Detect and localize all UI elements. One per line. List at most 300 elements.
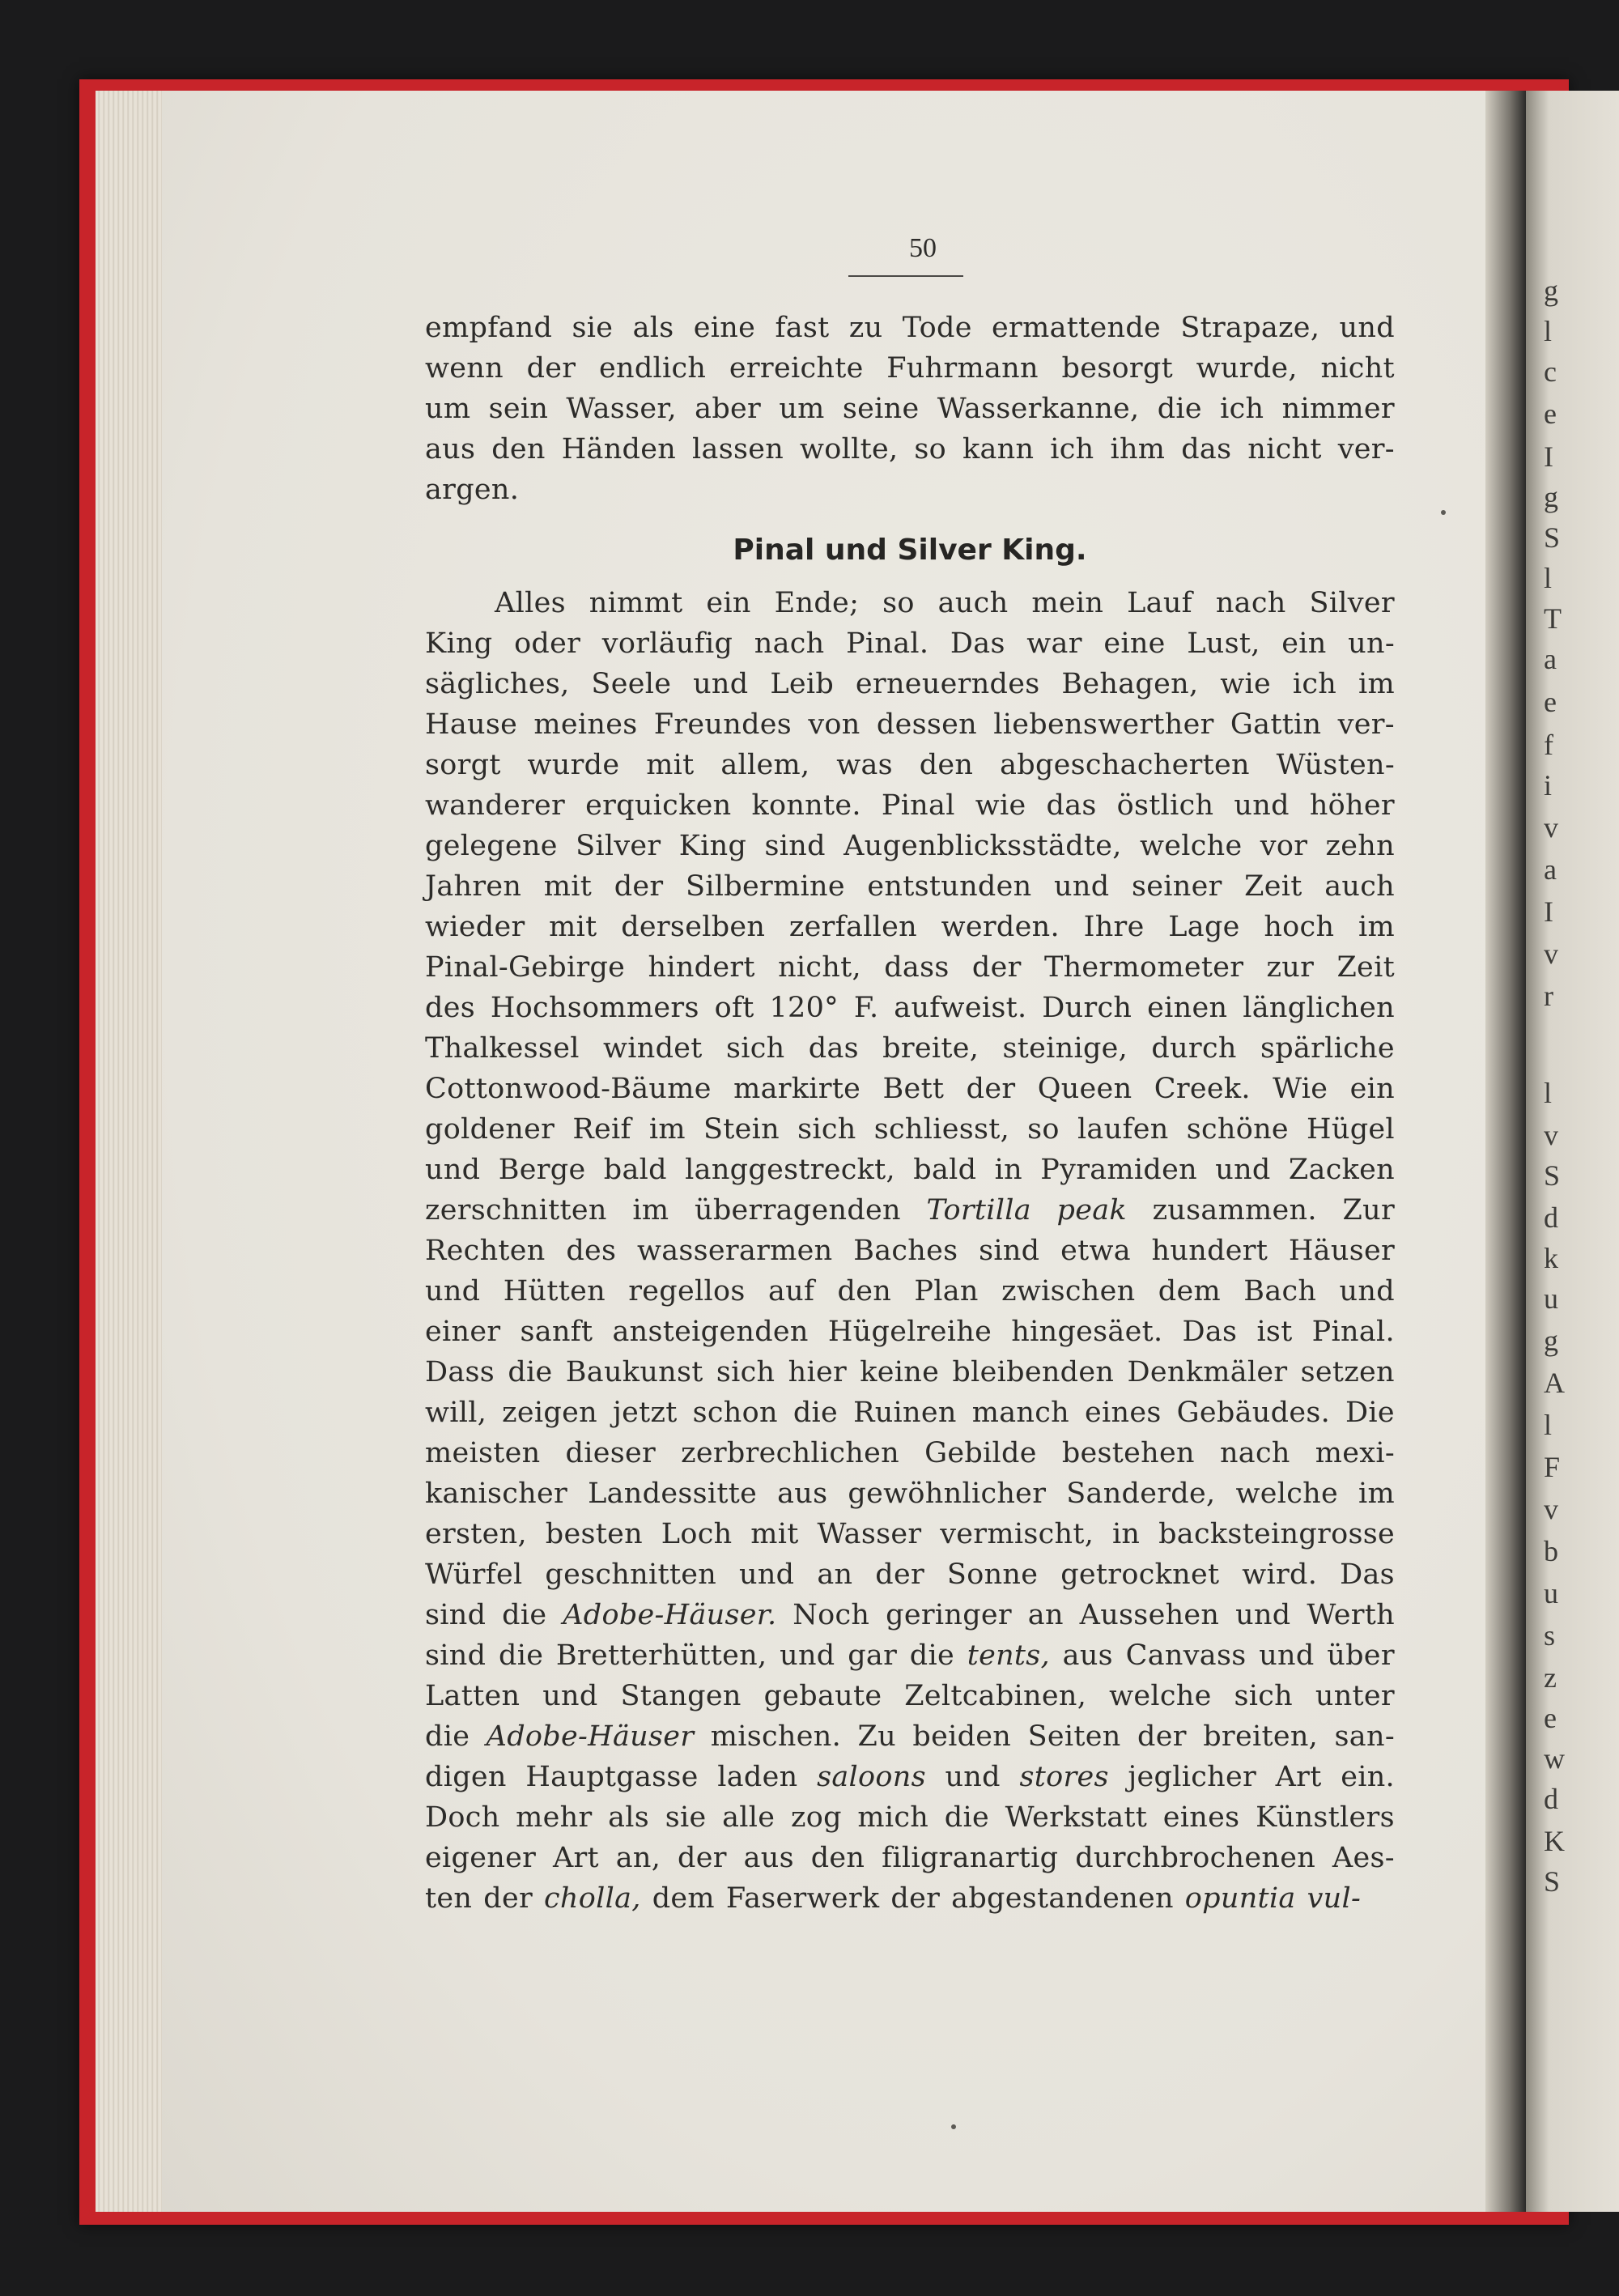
word: tents, [967,1639,1050,1672]
word: erreichte [729,352,864,385]
next-page-char: l [1544,1409,1553,1441]
word: Silver [1309,587,1395,619]
text-line [425,1635,1395,1676]
word: getrocknet [1060,1558,1220,1591]
next-page-char: g [1544,481,1558,513]
word: sich [797,1113,856,1146]
word: zwischen [1001,1275,1136,1307]
next-page-char: v [1544,1119,1558,1151]
next-page-edge [1526,91,1619,2212]
word: regellos [628,1275,746,1307]
text-line [425,1797,1395,1838]
word: Das [1182,1316,1238,1348]
next-page-char: s [1544,1619,1556,1652]
word: die [944,1801,990,1834]
word: laufen [1077,1113,1169,1146]
word: Ruinen [853,1397,957,1429]
word: erneuerndes [855,668,1040,700]
word: Gattin [1230,708,1322,741]
word: östlich [1116,789,1214,822]
word: schöne [1186,1113,1289,1146]
word: Noch [793,1599,870,1631]
word: Die [1345,1397,1395,1429]
word: abgeschacherten [1000,749,1250,781]
word: setzen [1300,1356,1395,1388]
word: F. [853,992,879,1024]
text-line [425,1757,1395,1797]
word: bald [913,1154,977,1186]
word: bestehen [1061,1437,1195,1469]
word: sein [488,393,549,425]
word: im [1358,911,1395,943]
word: zerschnitten [425,1194,607,1227]
word: Adobe-Häuser [486,1720,695,1753]
word: beiden [912,1720,1012,1753]
word: und [1235,1599,1291,1631]
word: überragenden [694,1194,901,1227]
word: Baches [853,1235,958,1267]
word: durchbrochenen [1075,1842,1316,1874]
word: durch [1151,1032,1237,1065]
next-page-char: f [1544,729,1553,761]
word: um [779,393,825,425]
word: so [914,433,947,466]
word: ersten, [425,1518,527,1550]
word: ist [1256,1316,1293,1348]
word: vul- [1307,1882,1362,1915]
paper-speck [1441,510,1446,515]
word: aus [1062,1639,1113,1672]
word: und [693,668,749,700]
word: Lauf [1127,587,1192,619]
next-page-char: S [1544,1159,1561,1192]
next-page-char: v [1544,1493,1558,1525]
text-line [425,745,1395,785]
next-page-char: g [1544,1324,1558,1357]
word: kann [962,433,1035,466]
word: Thalkessel [425,1032,580,1065]
next-page-char: F [1544,1451,1561,1483]
word: wanderer [425,789,566,822]
word: Pyramiden [1040,1154,1197,1186]
word: ansteigenden [612,1316,809,1348]
word: Lage [1168,911,1240,943]
word: Hügel [1307,1113,1395,1146]
word: Werth [1307,1599,1395,1631]
word: bald [603,1154,667,1186]
text-line [425,907,1395,947]
next-page-char: v [1544,811,1558,844]
word: Ihre [1083,911,1145,943]
word: Werkstatt [1005,1801,1148,1834]
word: Zur [1342,1194,1395,1227]
next-page-char: u [1544,1577,1558,1609]
word: windet [602,1032,703,1065]
word: Art [1275,1761,1322,1793]
word: meines [533,708,638,741]
word: eigener [425,1842,537,1874]
word: wie [1220,668,1272,700]
text-line [425,1838,1395,1878]
word: die [909,1639,955,1672]
word: Lust, [1187,627,1260,660]
word: die [499,1639,544,1672]
word: hindert [648,951,755,984]
next-page-char: r [1544,980,1553,1012]
next-page-char: b [1544,1535,1558,1567]
word: sich [1234,1680,1293,1712]
word: auf [767,1275,815,1307]
word: vorläufig [601,627,733,660]
word: bleibenden [952,1356,1115,1388]
word: Das [950,627,1005,660]
word: Zeit [1244,870,1302,903]
text-line [425,389,1395,429]
word: geringer [886,1599,1012,1631]
word: sorgt [425,749,501,781]
word: Zacken [1288,1154,1395,1186]
word: opuntia [1184,1882,1296,1915]
text-line [425,664,1395,704]
word: wieder [425,911,525,943]
word: entstunden [867,870,1032,903]
word: Denkmäler [1127,1356,1288,1388]
word: Wasser, [566,393,677,425]
word: vor [1260,830,1308,862]
word: Gebäudes. [1176,1397,1331,1429]
word: die [425,1720,470,1753]
word: wie [975,789,1026,822]
word: eine [1103,627,1166,660]
word: keine [860,1356,940,1388]
word: Freundes [653,708,793,741]
word: jetzt [612,1397,678,1429]
next-page-char: u [1544,1282,1558,1315]
word: will, [425,1397,487,1429]
word: Strapaze, [1180,312,1320,344]
word: der [971,951,1022,984]
word: welche [1139,830,1243,862]
word: dem [1158,1275,1221,1307]
word: Hügelreihe [827,1316,992,1348]
word: Sanderde, [1066,1478,1216,1510]
word: backsteingrosse [1158,1518,1395,1550]
text-line [425,1231,1395,1271]
word: aus [425,433,476,466]
word: über [1327,1639,1395,1672]
word: ten [425,1882,473,1915]
text-line [425,1433,1395,1473]
word: ein [1349,1073,1395,1105]
word: ich [1050,433,1094,466]
word: Loch [661,1518,733,1550]
word: saloons [817,1761,926,1793]
word: war [1026,627,1082,660]
word: Gebilde [924,1437,1037,1469]
word: dieser [565,1437,657,1469]
page-number: 50 [909,233,937,263]
word: Art [552,1842,599,1874]
word: mischen. [710,1720,842,1753]
word: langgestreckt, [685,1154,895,1186]
word: das [1181,433,1232,466]
word: Adobe-Häuser. [563,1599,777,1631]
word: der [1137,1720,1187,1753]
word: Seiten [1027,1720,1121,1753]
word: mit [750,1518,799,1550]
word: an [817,1558,853,1591]
word: Queen [1037,1073,1132,1105]
word: spärliche [1260,1032,1395,1065]
text-line [425,308,1395,348]
word: zerbrechlichen [681,1437,900,1469]
text-line [425,470,1395,510]
word: zerfallen [788,911,917,943]
word: im [632,1194,669,1227]
word: aufweist. [894,992,1027,1024]
word: peak [1056,1194,1127,1227]
word: san- [1334,1720,1395,1753]
word: Leib [770,668,835,700]
word: Zeit [1336,951,1395,984]
word: Bett [882,1073,945,1105]
paragraph-continued [425,308,1395,510]
word: als [608,1801,650,1834]
word: sie [572,312,614,344]
word: des [566,1235,617,1267]
word: wurde [527,749,620,781]
next-page-char: i [1544,769,1553,801]
word: erquicken [585,789,732,822]
word: alle [722,1801,776,1834]
word: schon [692,1397,778,1429]
word: werden. [941,911,1060,943]
text-line [425,1676,1395,1716]
word: an, [615,1842,661,1874]
text-line [425,1392,1395,1433]
word: mit [543,870,593,903]
word: Hauptgasse [525,1761,699,1793]
word: und [945,1761,1001,1793]
word: seiner [1131,870,1222,903]
word: Seele [591,668,672,700]
word: wurde, [1196,352,1298,385]
next-page-char: T [1544,602,1562,635]
word: zeigen [502,1397,597,1429]
word: stores [1019,1761,1109,1793]
word: wird. [1242,1558,1318,1591]
word: sind [425,1639,487,1672]
word: länglichen [1243,992,1395,1024]
next-page-char: z [1544,1661,1557,1694]
word: was [836,749,893,781]
word: Hause [425,708,518,741]
word: die [502,1599,547,1631]
word: welche [1235,1478,1338,1510]
word: nach [1219,1437,1290,1469]
word: den [837,1275,892,1307]
text-line [425,583,1395,623]
word: wollte, [800,433,899,466]
word: eines [1085,1397,1162,1429]
word: Wasserkanne, [937,393,1140,425]
word: Berge [498,1154,586,1186]
word: mit [549,911,597,943]
next-page-char: l [1544,562,1553,594]
word: Pinal-Gebirge [425,951,626,984]
word: Reif [572,1113,631,1146]
word: sägliches, [425,668,570,700]
word: mehr [516,1801,593,1834]
word: mein [1031,587,1104,619]
word: und [780,1639,835,1672]
next-page-char: l [1544,1077,1553,1109]
text-line [425,947,1395,988]
word: dessen [876,708,977,741]
word: im [1358,1478,1395,1510]
word: Wie [1273,1073,1328,1105]
word: cholla, [543,1882,641,1915]
word: Zeltcabinen, [904,1680,1087,1712]
word: goldener [425,1113,555,1146]
word: oder [514,627,581,660]
next-page-char: g [1544,274,1558,307]
next-page-char: I [1544,895,1553,928]
word: Faserwerk [725,1882,880,1915]
word: zur [1266,951,1315,984]
text-line [425,1716,1395,1757]
word: Augenblicksstädte, [843,830,1122,862]
word: schliesst, [873,1113,1010,1146]
word: Häuser [1288,1235,1395,1267]
next-page-char: w [1544,1742,1565,1775]
text-line [425,1554,1395,1595]
word: sind [425,1599,487,1631]
word: im [1358,668,1395,700]
word: geschnitten [545,1558,717,1591]
word: Durch [1042,992,1132,1024]
word: und [1234,789,1290,822]
word: etwa [1060,1235,1131,1267]
word: Tortilla [926,1194,1031,1227]
word: wenn [425,352,504,385]
word: konnte. [751,789,861,822]
next-page-char: v [1544,938,1558,970]
word: Würfel [425,1558,523,1591]
word: mexi- [1315,1437,1395,1469]
word: zusammen. [1152,1194,1317,1227]
word: markirte [733,1073,861,1105]
word: vermischt, [940,1518,1094,1550]
word: liebenswerther [993,708,1214,741]
word: aus [743,1842,794,1874]
word: ein [1281,627,1327,660]
word: ermattende [992,312,1162,344]
word: und [1215,1154,1271,1186]
next-page-char: K [1544,1825,1565,1857]
word: Baukunst [565,1356,703,1388]
word: meisten [425,1437,541,1469]
word: Hütten [503,1275,606,1307]
word: Doch [425,1801,500,1834]
word: argen. [425,474,520,506]
word: gewöhnlicher [848,1478,1047,1510]
next-page-char: S [1544,1865,1561,1898]
word: Pinal. [1311,1316,1395,1348]
word: und [1259,1639,1315,1672]
word: und [1339,1275,1395,1307]
text-line [425,1514,1395,1554]
word: an [1027,1599,1064,1631]
next-page-char: d [1544,1201,1558,1234]
next-page-char: e [1544,398,1557,430]
word: Creek. [1154,1073,1251,1105]
word: den [810,1842,865,1874]
word: Silver [576,830,661,862]
word: empfand [425,312,553,344]
page-text [425,308,1395,1919]
word: Wüsten- [1276,749,1395,781]
word: ver- [1337,708,1395,741]
text-line [425,785,1395,826]
word: eine [693,312,756,344]
word: ihm [1110,433,1166,466]
text-line [425,1595,1395,1635]
word: sich [725,1032,785,1065]
next-page-char: A [1544,1367,1565,1399]
word: hoch [1264,911,1335,943]
text-line [425,1069,1395,1109]
word: abgestandenen [951,1882,1174,1915]
next-page-char: d [1544,1783,1558,1815]
next-page-char: I [1544,440,1553,473]
text-line [425,1150,1395,1190]
word: hundert [1151,1235,1268,1267]
next-page-char: l [1544,315,1553,347]
word: ver- [1337,433,1395,466]
word: Tode [902,312,972,344]
word: als [632,312,674,344]
word: das [1046,789,1097,822]
word: Jahren [425,870,522,903]
word: Aes- [1332,1842,1395,1874]
word: King [678,830,747,862]
word: Künstlers [1256,1801,1395,1834]
word: Silbermine [685,870,845,903]
word: allem, [720,749,810,781]
word: zog [790,1801,842,1834]
word: hier [788,1356,848,1388]
word: den [919,749,974,781]
text-line [425,429,1395,470]
text-line [425,1473,1395,1514]
word: jeglicher [1128,1761,1257,1793]
word: in [1111,1518,1141,1550]
word: einen [1147,992,1228,1024]
word: und [739,1558,795,1591]
word: nimmer [1281,393,1395,425]
word: der [483,1882,533,1915]
word: und [425,1275,481,1307]
word: Dass [425,1356,495,1388]
word: mit [646,749,695,781]
word: Wasser [817,1518,922,1550]
word: des [425,992,475,1024]
word: dass [884,951,950,984]
word: Sonne [946,1558,1039,1591]
word: um [425,393,471,425]
word: der [890,1882,941,1915]
